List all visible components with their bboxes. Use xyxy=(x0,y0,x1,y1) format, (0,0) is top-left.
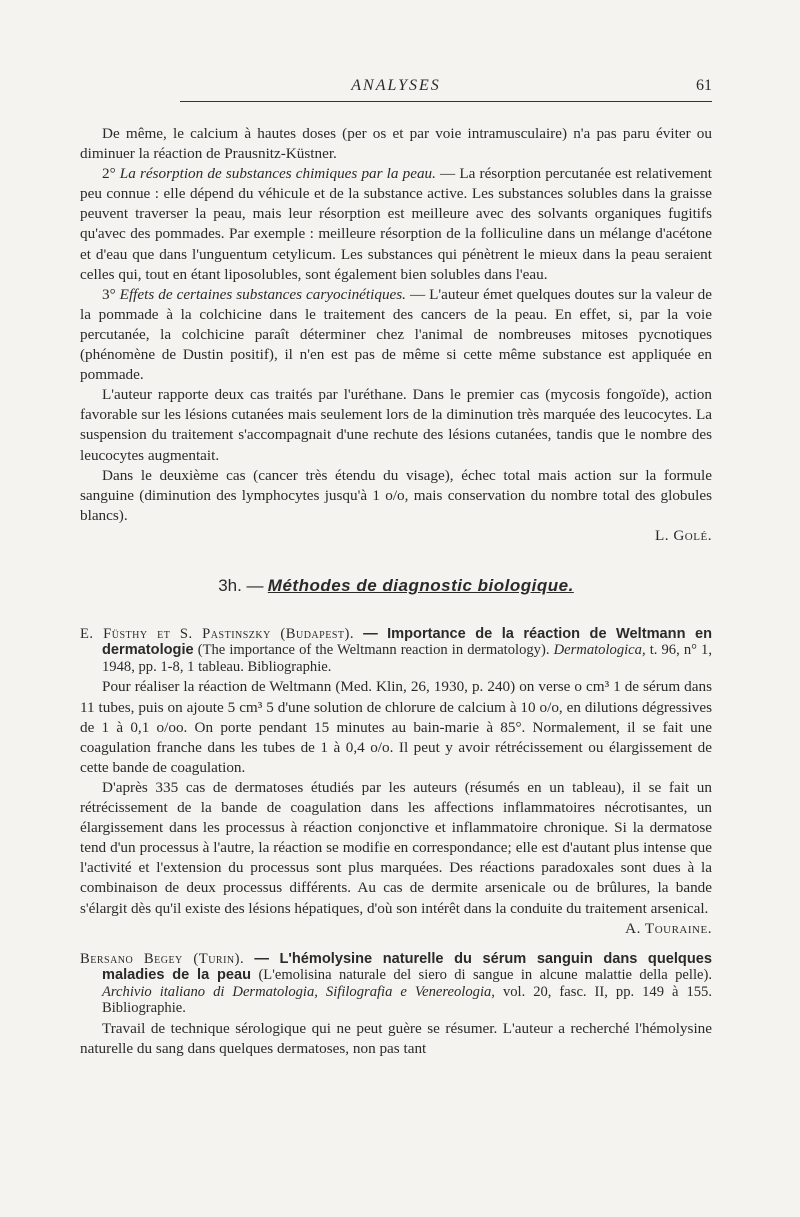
section-title: Méthodes de diagnostic biologique. xyxy=(267,575,574,595)
paragraph-text: Dans le deuxième cas (cancer très étendu du visage), échec total mais action sur la formule sanguine (diminution des lymphocytes jusqu'à 1 o/o, mais conservation du nombre total des globules blancs). xyxy=(80,466,712,524)
article-paragraph: D'après 335 cas de dermatoses étudiés par les auteurs (résumés en un tableau), il se fait un rétrécissement de la bande de coagulation dans les affections inflammatoires nécrotisantes, un élargissement dans les processus à réaction conjonctive et inflammatoire chronique. Si la dermatose tend d'un processus à l'autre, la réaction se modifie en correspondance; elle est d'autant plus intense que l'activité et l'extension du processus sont plus marquées. Des réactions paradoxales sont dues à la combinaison de deux processus différents. Au cas de dermite arsenicale ou de brûlures, la bande s'élargit dès qu'il existe des lésions hépatiques, d'où son intérêt dans la conduite du traitement arsenical. xyxy=(80,778,712,917)
section-number: 3h. — xyxy=(218,575,264,595)
page-body xyxy=(80,124,712,1059)
article-authors: Bersano Begey (Turin). xyxy=(80,950,245,967)
paragraph-calcium: De même, le calcium à hautes doses (per os et par voie intramusculaire) n'a pas paru éviter ou diminuer la réaction de Prausnitz-Küstner. xyxy=(80,125,712,163)
signature-line xyxy=(80,919,712,939)
article-citation: vol. 20, fasc. II, pp. 149 à 155. Bibliographie. xyxy=(102,983,712,1017)
article-authors: E. Füsthy et S. Pastinszky (Budapest). xyxy=(80,625,355,642)
paragraph-resorption xyxy=(80,164,712,285)
article-translation: (L'emolisina naturale del siero di sangue in alcune malattie della pelle). xyxy=(258,967,712,984)
running-title: ANALYSES xyxy=(351,77,441,94)
item-text: — La résorption percutanée est relativement peu connue : elle dépend du véhicule et de la substance active. Les substances solubles dans la graisse peuvent traverser la peau, mais leur résorption est meilleure avec des solvants organiques fugitifs qu'avec des pommades. Par exemple : meilleure résorption de la folliculine dans un mélange d'acétone et d'eau que dans l'unguentum cetylicum. Les substances qui pénètrent le mieux dans la peau seraient celles qui, tout en étant liposolubles, sont également bien solubles dans l'eau. xyxy=(80,165,712,283)
article-paragraph: Travail de technique sérologique qui ne peut guère se résumer. L'auteur a recherché l'hémolysine naturelle du sang dans quelques dermatoses, non pas tant xyxy=(80,1019,712,1057)
article-translation: (The importance of the Weltmann reaction in dermatology). xyxy=(197,642,550,659)
article-title: — L'hémolysine naturelle du sérum sanguin dans quelques maladies de la peau xyxy=(102,950,712,984)
paragraph-urethane: L'auteur rapporte deux cas traités par l'uréthane. Dans le premier cas (mycosis fongoïde), action favorable sur les lésions cutanées mais seulement lors de la diminution très marquée des leucocytes. La suspension du traitement s'accompagnait d'une rechute des lésions cutanées, tandis que le nombre des leucocytes augmentait. xyxy=(80,386,712,464)
article-journal: Archivio italiano di Dermatologia, Sifilografia e Venereologia, xyxy=(102,983,495,1000)
item-number: 3° xyxy=(102,285,120,303)
item-text: — L'auteur émet quelques doutes sur la valeur de la pommade à la colchicine dans le traitement des cancers de la peau. En effet, si, par la voie percutanée, la colchicine paraît déterminer chez l'animal de nombreuses mitoses pycnotiques (phénomène de Dustin positif), il n'en est pas de même si cette même substance est appliquée en pommade. xyxy=(80,285,712,384)
item-number: 2° xyxy=(102,165,120,183)
item-heading: Effets de certaines substances caryocinétiques. xyxy=(119,285,406,303)
page-number: 61 xyxy=(696,77,712,94)
paragraph-second-case xyxy=(80,466,712,546)
paragraph-caryocinetiques xyxy=(80,285,712,385)
article-reference xyxy=(80,951,712,1017)
article-citation: t. 96, n° 1, 1948, pp. 1-8, 1 tableau. Bibliographie. xyxy=(102,642,712,675)
article-paragraph: Pour réaliser la réaction de Weltmann (Med. Klin, 26, 1930, p. 240) on verse o cm³ 1 de sérum dans 11 tubes, puis on ajoute 5 cm³ 5 d'une solution de chlorure de calcium à 10 o/o, en dilutions dégressives de 1 à 0,1 o/oo. On porte pendant 15 minutes au bain-marie à 85°. Normalement, il se fait une coagulation franche dans les tubes de 1 à 0,4 o/o. Il peut y avoir rétrécissement ou élargissement de cette bande de coagulation. xyxy=(80,678,712,776)
article-title: — Importance de la réaction de Weltmann en dermatologie xyxy=(102,625,712,659)
signature: A. Touraine. xyxy=(625,919,712,937)
signature: L. Golé. xyxy=(654,526,712,544)
item-heading: La résorption de substances chimiques par la peau. xyxy=(119,165,436,183)
page-header xyxy=(80,77,712,99)
section-heading xyxy=(80,576,712,596)
article-reference xyxy=(80,626,712,676)
spacer xyxy=(80,939,712,951)
article-journal: Dermatologica, xyxy=(553,642,646,659)
header-rule xyxy=(180,101,712,102)
